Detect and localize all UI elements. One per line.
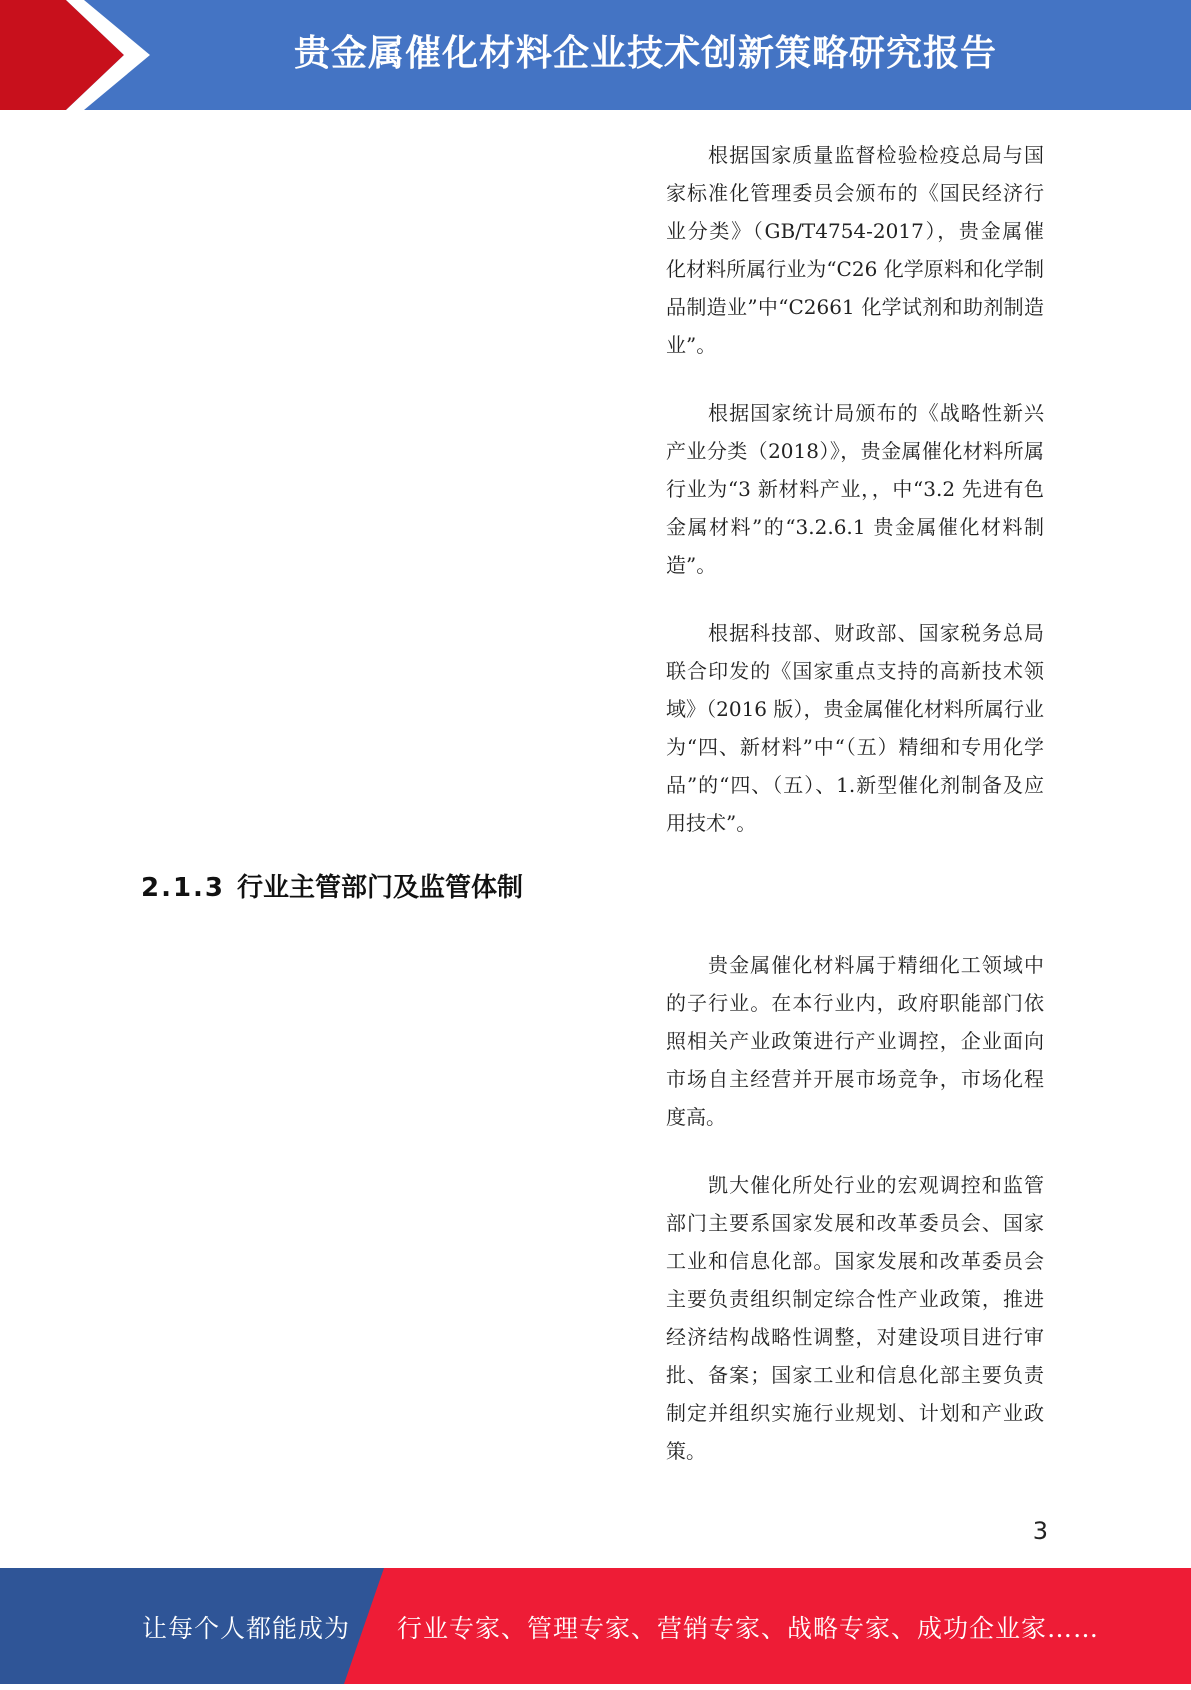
paragraph-high-tech-field: 根据科技部、财政部、国家税务总局联合印发的《国家重点支持的高新技术领域》（2016 版），贵金属催化材料所属行业为“四、新材料”中“（五）精细和专用化学品”的“四、（五）、1.新型催化剂制备及应用技术”。 [666, 621, 1044, 835]
paragraph-industry-classification: 根据国家质量监督检验检疫总局与国家标准化管理委员会颁布的《国民经济行业分类》（GB/T4754-2017），贵金属催化材料所属行业为“C26 化学原料和化学制品制造业”中“C2661 化学试剂和助剂制造业”。 [666, 143, 1044, 357]
page-footer [0, 1568, 1191, 1684]
paragraph-regulatory-authorities: 凯大催化所处行业的宏观调控和监管部门主要系国家发展和改革委员会、国家工业和信息化部。国家发展和改革委员会主要负责组织制定综合性产业政策，推进经济结构战略性调整，对建设项目进行审批、备案；国家工业和信息化部主要负责制定并组织实施行业规划、计划和产业政策。 [666, 1173, 1044, 1463]
report-title: 贵金属催化材料企业技术创新策略研究报告 [293, 33, 997, 74]
section-number: 2.1.3 [141, 873, 226, 903]
section-title: 行业主管部门及监管体制 [237, 873, 524, 903]
paragraph-fine-chemical: 贵金属催化材料属于精细化工领域中的子行业。在本行业内，政府职能部门依照相关产业政策进行产业调控，企业面向市场自主经营并开展市场竞争，市场化程度高。 [666, 953, 1044, 1129]
footer-slogan-right: 行业专家、管理专家、营销专家、战略专家、成功企业家…… [397, 1614, 1100, 1643]
header-arrow-icon [0, 0, 160, 110]
page-number: 3 [1032, 1517, 1048, 1545]
section-heading [141, 868, 523, 908]
footer-slogan-left: 让每个人都能成为 [142, 1614, 351, 1643]
page-header [0, 0, 1191, 110]
paragraph-strategic-emerging-industry: 根据国家统计局颁布的《战略性新兴产业分类（2018）》，贵金属催化材料所属行业为“3 新材料产业，，中“3.2 先进有色金属材料”的“3.2.6.1 贵金属催化材料制造”。 [666, 401, 1044, 577]
